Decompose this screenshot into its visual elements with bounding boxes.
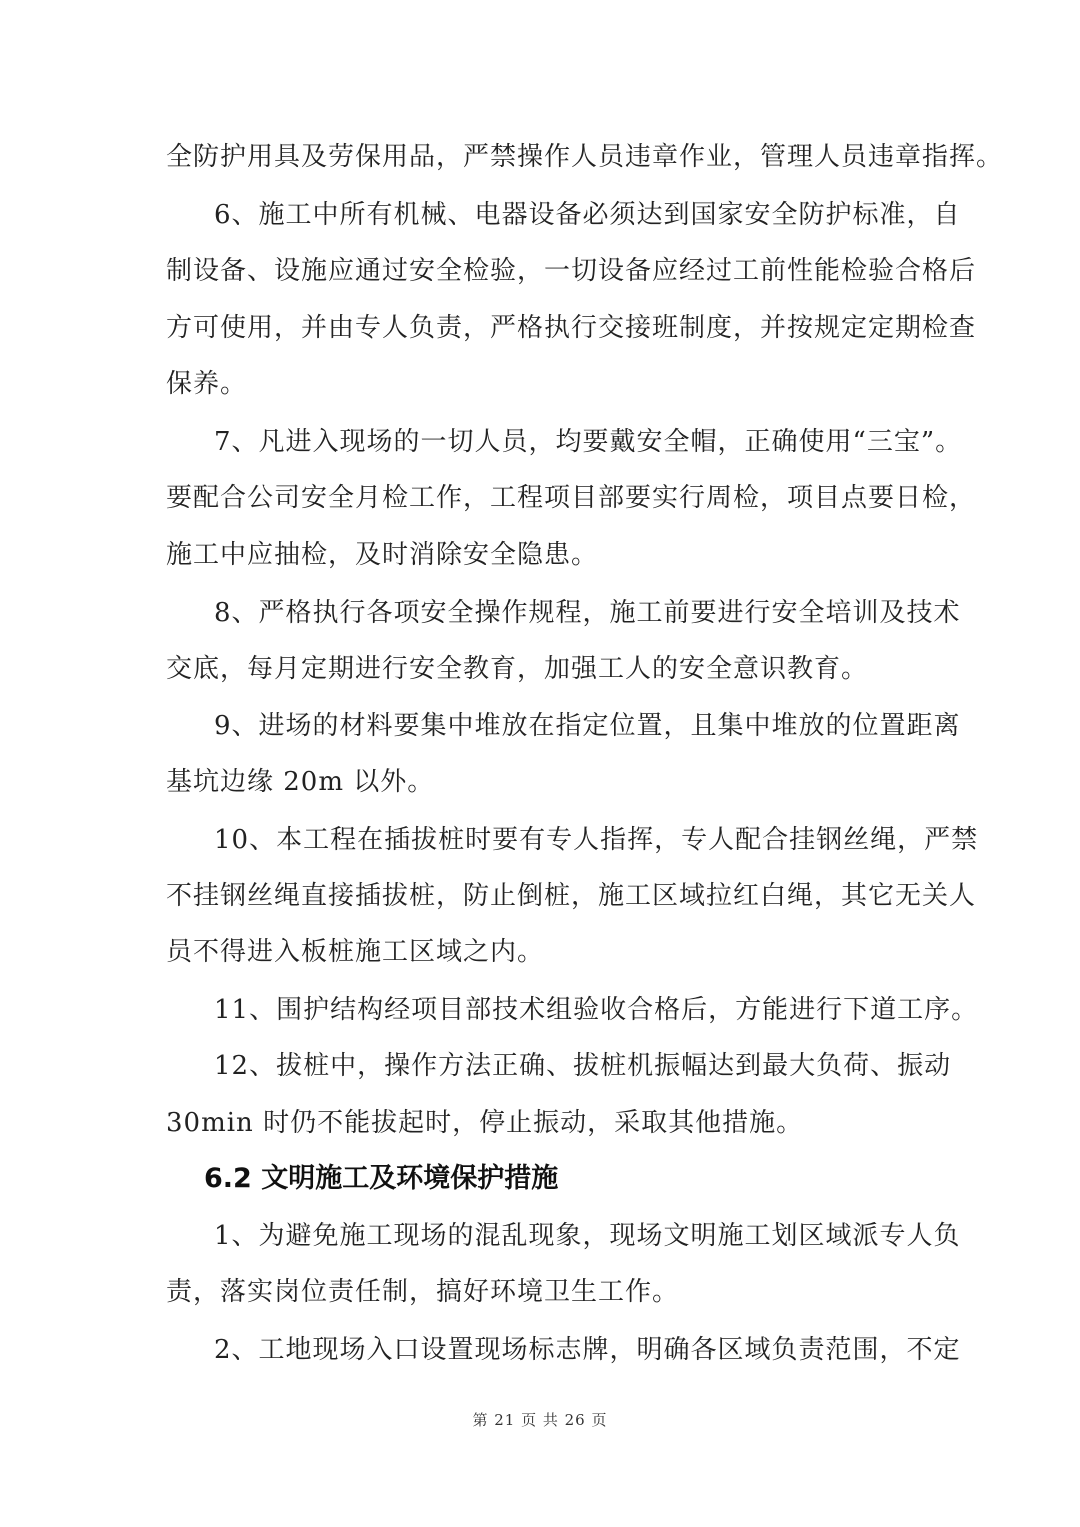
paragraph-line: 2、工地现场入口设置现场标志牌，明确各区域负责范围，不定 — [214, 1335, 961, 1365]
paragraph-line: 责，落实岗位责任制，搞好环境卫生工作。 — [166, 1277, 680, 1307]
paragraph-line: 全防护用具及劳保用品，严禁操作人员违章作业，管理人员违章指挥。 — [166, 142, 1004, 172]
paragraph-line: 10、本工程在插拔桩时要有专人指挥，专人配合挂钢丝绳，严禁 — [214, 825, 979, 855]
paragraph-line: 交底，每月定期进行安全教育，加强工人的安全意识教育。 — [166, 654, 869, 684]
paragraph-line: 9、进场的材料要集中堆放在指定位置，且集中堆放的位置距离 — [214, 711, 961, 741]
paragraph-line: 基坑边缘 20m 以外。 — [166, 767, 435, 797]
section-heading: 6.2 文明施工及环境保护措施 — [204, 1163, 559, 1194]
paragraph-line: 要配合公司安全月检工作，工程项目部要实行周检，项目点要日检， — [166, 483, 977, 513]
paragraph-line: 6、施工中所有机械、电器设备必须达到国家安全防护标准，自 — [214, 200, 961, 230]
paragraph-line: 员不得进入板桩施工区域之内。 — [166, 937, 545, 967]
paragraph-line: 保养。 — [166, 369, 248, 399]
page-footer: 第 21 页 共 26 页 — [472, 1411, 608, 1429]
paragraph-line: 方可使用，并由专人负责，严格执行交接班制度，并按规定定期检查 — [166, 313, 977, 343]
paragraph-line: 施工中应抽检，及时消除安全隐患。 — [166, 540, 599, 570]
paragraph-line: 12、拔桩中，操作方法正确、拔桩机振幅达到最大负荷、振动 — [214, 1051, 952, 1081]
paragraph-line: 11、围护结构经项目部技术组验收合格后，方能进行下道工序。 — [214, 995, 979, 1025]
paragraph-line: 1、为避免施工现场的混乱现象，现场文明施工划区域派专人负 — [214, 1221, 961, 1251]
paragraph-line: 不挂钢丝绳直接插拔桩，防止倒桩，施工区域拉红白绳，其它无关人 — [166, 881, 977, 911]
paragraph-line: 30min 时仍不能拔起时，停止振动，采取其他措施。 — [166, 1108, 804, 1138]
paragraph-line: 7、凡进入现场的一切人员，均要戴安全帽，正确使用“三宝”。 — [214, 427, 963, 457]
paragraph-line: 8、严格执行各项安全操作规程，施工前要进行安全培训及技术 — [214, 598, 961, 628]
paragraph-line: 制设备、设施应通过安全检验，一切设备应经过工前性能检验合格后 — [166, 256, 977, 286]
